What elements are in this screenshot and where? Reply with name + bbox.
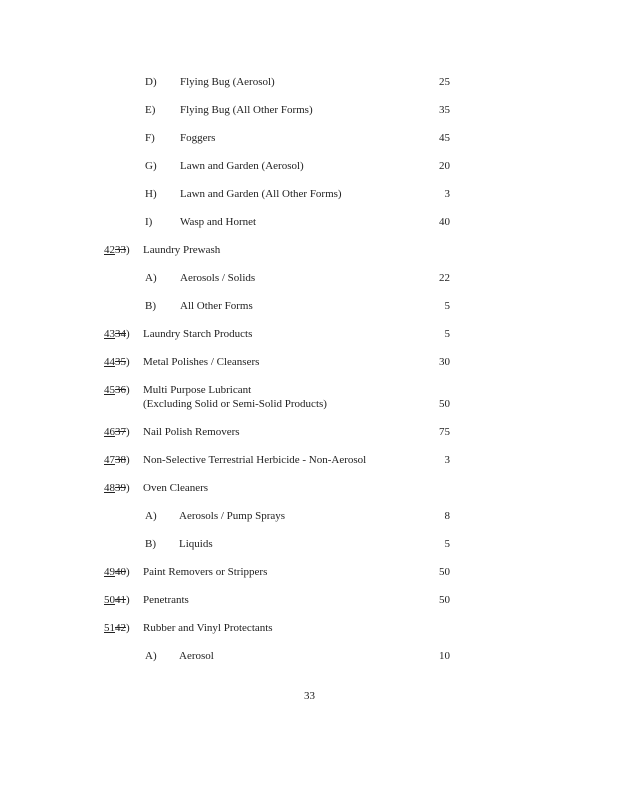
list-item <box>0 214 619 230</box>
item-value: 25 <box>439 76 450 88</box>
list-item <box>0 102 619 118</box>
item-text: Liquids <box>179 538 213 550</box>
item-text: Aerosol <box>179 650 214 662</box>
section-text-line2: (Excluding Solid or Semi-Solid Products) <box>143 398 327 410</box>
item-value: 5 <box>444 328 450 340</box>
item-value: 5 <box>444 300 450 312</box>
number-new: 50 <box>104 594 115 606</box>
item-value: 3 <box>444 188 450 200</box>
number-paren: ) <box>126 328 130 340</box>
item-number <box>104 480 130 496</box>
item-value: 3 <box>444 454 450 466</box>
list-item <box>0 536 619 552</box>
item-value: 5 <box>444 538 450 550</box>
number-old: 41 <box>115 594 126 606</box>
number-new: 51 <box>104 622 115 634</box>
number-paren: ) <box>126 244 130 256</box>
number-old: 36 <box>115 384 126 396</box>
list-item <box>0 298 619 314</box>
item-text: Foggers <box>180 132 216 144</box>
item-letter: A) <box>145 650 157 662</box>
section-row <box>0 592 619 608</box>
item-number <box>104 424 130 440</box>
item-letter: A) <box>145 272 157 284</box>
item-number <box>104 242 130 258</box>
number-new: 48 <box>104 482 115 494</box>
number-paren: ) <box>126 594 130 606</box>
number-paren: ) <box>126 566 130 578</box>
number-old: 42 <box>115 622 126 634</box>
section-text: Laundry Prewash <box>143 244 221 256</box>
item-number <box>104 564 130 580</box>
item-number <box>104 592 130 608</box>
section-row-continued <box>0 396 619 412</box>
item-letter: F) <box>145 132 155 144</box>
section-row <box>0 620 619 636</box>
number-new: 44 <box>104 356 115 368</box>
item-letter: B) <box>145 538 156 550</box>
section-row <box>0 354 619 370</box>
item-text: Aerosols / Solids <box>180 272 256 284</box>
number-new: 49 <box>104 566 115 578</box>
item-text: Lawn and Garden (Aerosol) <box>180 160 304 172</box>
section-row <box>0 452 619 468</box>
list-item <box>0 186 619 202</box>
number-paren: ) <box>126 482 130 494</box>
number-paren: ) <box>126 622 130 634</box>
item-value: 50 <box>439 398 450 410</box>
section-text: Paint Removers or Strippers <box>143 566 268 578</box>
item-text: Flying Bug (All Other Forms) <box>180 104 313 116</box>
section-text: Rubber and Vinyl Protectants <box>143 622 273 634</box>
number-paren: ) <box>126 426 130 438</box>
item-value: 22 <box>439 272 450 284</box>
item-value: 75 <box>439 426 450 438</box>
item-number <box>104 326 130 342</box>
section-text: Laundry Starch Products <box>143 328 253 340</box>
item-letter: E) <box>145 104 156 116</box>
section-row <box>0 564 619 580</box>
item-number <box>104 620 130 636</box>
section-text: Nail Polish Removers <box>143 426 240 438</box>
number-new: 47 <box>104 454 115 466</box>
section-row <box>0 480 619 496</box>
number-old: 34 <box>115 328 126 340</box>
number-old: 39 <box>115 482 126 494</box>
item-number <box>104 452 130 468</box>
section-text: Metal Polishes / Cleansers <box>143 356 260 368</box>
item-text: Wasp and Hornet <box>180 216 257 228</box>
number-new: 43 <box>104 328 115 340</box>
section-text: Multi Purpose Lubricant <box>143 384 252 396</box>
section-row <box>0 242 619 258</box>
item-text: All Other Forms <box>180 300 253 312</box>
page-number: 33 <box>304 690 315 702</box>
section-text: Penetrants <box>143 594 189 606</box>
item-value: 45 <box>439 132 450 144</box>
item-value: 40 <box>439 216 450 228</box>
list-item <box>0 508 619 524</box>
item-text: Lawn and Garden (All Other Forms) <box>180 188 342 200</box>
list-item <box>0 130 619 146</box>
number-old: 37 <box>115 426 126 438</box>
number-old: 38 <box>115 454 126 466</box>
section-row <box>0 326 619 342</box>
item-value: 30 <box>439 356 450 368</box>
number-new: 42 <box>104 244 115 256</box>
number-old: 33 <box>115 244 126 256</box>
item-value: 10 <box>439 650 450 662</box>
item-letter: B) <box>145 300 156 312</box>
number-paren: ) <box>126 454 130 466</box>
number-old: 40 <box>115 566 126 578</box>
item-text: Flying Bug (Aerosol) <box>180 76 275 88</box>
item-letter: G) <box>145 160 157 172</box>
item-value: 35 <box>439 104 450 116</box>
section-text: Non-Selective Terrestrial Herbicide - Non-Aerosol <box>143 454 367 466</box>
list-item <box>0 648 619 664</box>
section-text: Oven Cleaners <box>143 482 209 494</box>
item-text: Aerosols / Pump Sprays <box>179 510 286 522</box>
item-number <box>104 354 130 370</box>
item-letter: I) <box>145 216 153 228</box>
number-paren: ) <box>126 356 130 368</box>
number-new: 45 <box>104 384 115 396</box>
item-letter: D) <box>145 76 157 88</box>
number-new: 46 <box>104 426 115 438</box>
item-letter: A) <box>145 510 157 522</box>
number-paren: ) <box>126 384 130 396</box>
section-row <box>0 424 619 440</box>
item-value: 20 <box>439 160 450 172</box>
list-item <box>0 158 619 174</box>
item-value: 50 <box>439 566 450 578</box>
number-old: 35 <box>115 356 126 368</box>
list-item <box>0 74 619 90</box>
item-letter: H) <box>145 188 157 200</box>
list-item <box>0 270 619 286</box>
item-value: 50 <box>439 594 450 606</box>
item-value: 8 <box>444 510 450 522</box>
